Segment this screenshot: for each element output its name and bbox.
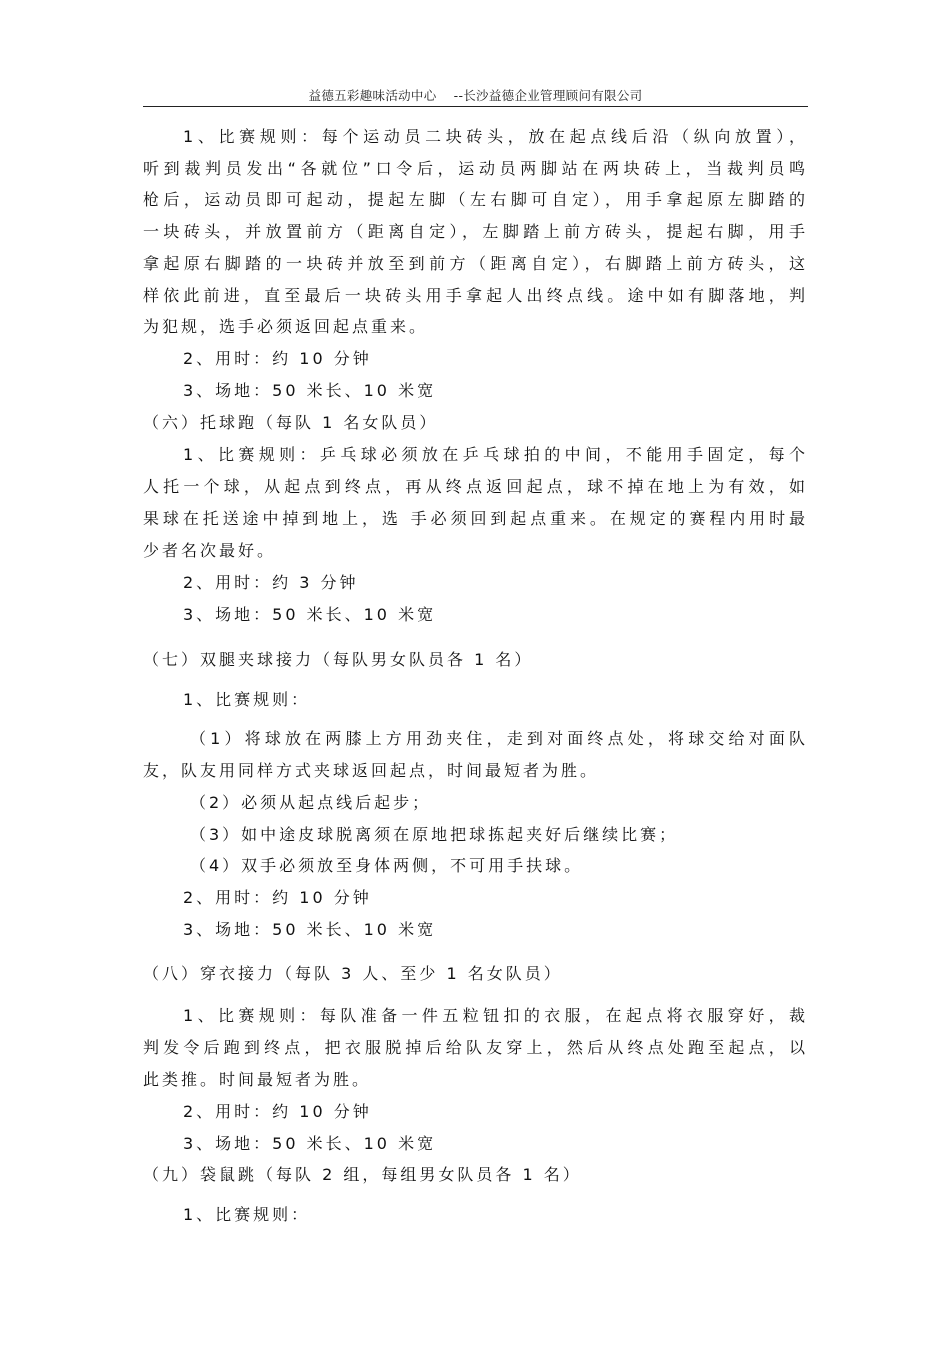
text-line: 3、场地：50 米长、10 米宽 — [183, 605, 437, 624]
text-line: 1、比赛规则：每队准备一件五粒钮扣的衣服，在起点将衣服穿好，裁 — [183, 1006, 808, 1025]
text-line: 此类推。时间最短者为胜。 — [143, 1070, 372, 1089]
text-line: 为犯规，选手必须返回起点重来。 — [143, 317, 429, 336]
section-heading-9: （九）袋鼠跳（每队 2 组，每组男女队员各 1 名） — [143, 1165, 582, 1184]
header-center-name: 益德五彩趣味活动中心 — [308, 88, 437, 103]
section-heading-6: （六）托球跑（每队 1 名女队员） — [143, 413, 439, 432]
text-line: 2、用时：约 3 分钟 — [183, 573, 359, 592]
text-line: 2、用时：约 10 分钟 — [183, 888, 372, 907]
text-line: 1、比赛规则： — [183, 1205, 311, 1224]
text-line: （2）必须从起点线后起步； — [190, 793, 432, 812]
page-header — [143, 86, 808, 104]
text-line: 判发令后跑到终点，把衣服脱掉后给队友穿上，然后从终点处跑至起点，以 — [143, 1038, 808, 1057]
text-line: 友，队友用同样方式夹球返回起点，时间最短者为胜。 — [143, 761, 600, 780]
text-line: 2、用时：约 10 分钟 — [183, 349, 372, 368]
section-heading-7: （七）双腿夹球接力（每队男女队员各 1 名） — [143, 650, 534, 669]
text-line: （4）双手必须放至身体两侧，不可用手扶球。 — [190, 856, 584, 875]
text-line: 3、场地：50 米长、10 米宽 — [183, 1134, 437, 1153]
text-line: 2、用时：约 10 分钟 — [183, 1102, 372, 1121]
text-line: 1、比赛规则： — [183, 690, 311, 709]
text-line: 果球在托送途中掉到地上，选 手必须回到起点重来。在规定的赛程内用时最 — [143, 509, 808, 528]
text-line: 一块砖头，并放置前方（距离自定），左脚踏上前方砖头，提起右脚，用手 — [143, 222, 808, 241]
section-heading-8: （八）穿衣接力（每队 3 人、至少 1 名女队员） — [143, 964, 563, 983]
text-line: 枪后，运动员即可起动，提起左脚（左右脚可自定），用手拿起原左脚踏的 — [143, 190, 808, 209]
text-line: 1、比赛规则：乒乓球必须放在乒乓球拍的中间，不能用手固定，每个 — [183, 445, 808, 464]
text-line: 人托一个球，从起点到终点，再从终点返回起点，球不掉在地上为有效，如 — [143, 477, 808, 496]
text-line: 1、比赛规则：每个运动员二块砖头，放在起点线后沿（纵向放置）， — [183, 127, 808, 146]
text-line: 少者名次最好。 — [143, 541, 277, 560]
header-company-name: --长沙益德企业管理顾问有限公司 — [453, 88, 643, 103]
text-line: 拿起原右脚踏的一块砖并放至到前方（距离自定），右脚踏上前方砖头，这 — [143, 254, 808, 273]
header-divider — [143, 106, 808, 107]
text-line: （3）如中途皮球脱离须在原地把球拣起夹好后继续比赛； — [190, 825, 679, 844]
text-line: （1）将球放在两膝上方用劲夹住，走到对面终点处，将球交给对面队 — [190, 729, 808, 748]
text-line: 样依此前进，直至最后一块砖头用手拿起人出终点线。途中如有脚落地，判 — [143, 286, 808, 305]
text-line: 3、场地：50 米长、10 米宽 — [183, 920, 437, 939]
text-line: 3、场地：50 米长、10 米宽 — [183, 381, 437, 400]
text-line: 听到裁判员发出“各就位”口令后，运动员两脚站在两块砖上，当裁判员鸣 — [143, 159, 808, 178]
